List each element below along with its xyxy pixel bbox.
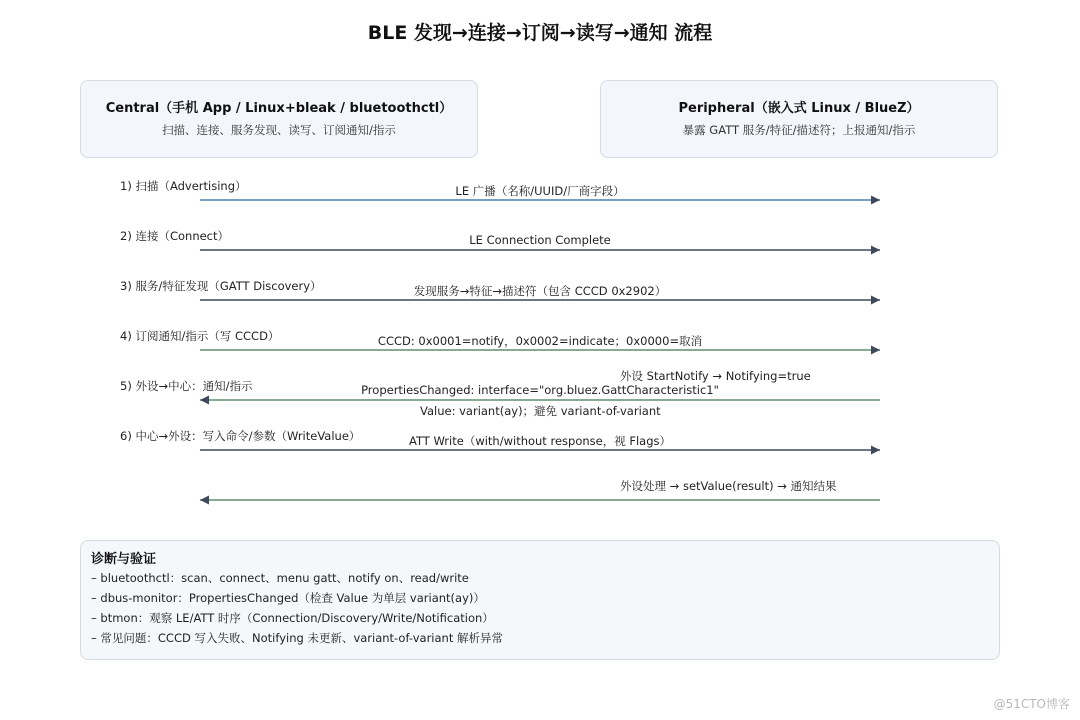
step-7-arrowhead [200,496,209,505]
step-5-label: 5) 外设→中心：通知/指示 [120,379,253,393]
step-7-message-above: 外设处理 → setValue(result) → 通知结果 [620,479,837,493]
step-5-message: PropertiesChanged: interface="org.bluez.GattCharacteristic1" [361,383,719,397]
step-4-arrowhead [871,346,880,355]
step-1-message: LE 广播（名称/UUID/厂商字段） [455,184,625,198]
diagnostics-box [80,540,1000,660]
step-1-label: 1) 扫描（Advertising） [120,179,247,193]
diagnostics-title: 诊断与验证 [91,552,157,567]
diagram-title: BLE 发现→连接→订阅→读写→通知 流程 [367,22,713,44]
diagnostics-line: – bluetoothctl：scan、connect、menu gatt、notify on、read/write [91,571,469,585]
step-5-message-below: Value: variant(ay)；避免 variant-of-variant [420,404,661,418]
central-desc: 扫描、连接、服务发现、读写、订阅通知/指示 [162,123,396,137]
peripheral-desc: 暴露 GATT 服务/特征/描述符；上报通知/指示 [682,123,916,137]
step-4-label: 4) 订阅通知/指示（写 CCCD） [120,329,280,343]
diagnostics-line: – btmon：观察 LE/ATT 时序（Connection/Discovery/Write/Notification） [91,611,494,625]
step-6-arrowhead [871,446,880,455]
step-5-message-above: 外设 StartNotify → Notifying=true [620,369,811,383]
step-2-arrowhead [871,246,880,255]
watermark: @51CTO博客 [993,697,1070,711]
step-2-label: 2) 连接（Connect） [120,229,230,243]
step-1-arrowhead [871,196,880,205]
step-5-arrowhead [200,396,209,405]
step-6-message: ATT Write（with/without response，视 Flags） [408,434,672,448]
peripheral-name: Peripheral（嵌入式 Linux / BlueZ） [678,101,920,116]
step-6-label: 6) 中心→外设：写入命令/参数（WriteValue） [120,429,361,443]
step-3-message: 发现服务→特征→描述符（包含 CCCD 0x2902） [413,284,667,298]
diagnostics-line: – 常见问题：CCCD 写入失败、Notifying 未更新、variant-of-variant 解析异常 [91,631,503,645]
central-name: Central（手机 App / Linux+bleak / bluetoothctl） [105,101,453,116]
step-2-message: LE Connection Complete [469,233,611,247]
step-3-label: 3) 服务/特征发现（GATT Discovery） [120,279,322,293]
step-3-arrowhead [871,296,880,305]
diagnostics-line: – dbus-monitor：PropertiesChanged（检查 Value 为单层 variant(ay)） [91,591,485,605]
step-4-message: CCCD: 0x0001=notify，0x0002=indicate；0x0000=取消 [377,334,703,348]
